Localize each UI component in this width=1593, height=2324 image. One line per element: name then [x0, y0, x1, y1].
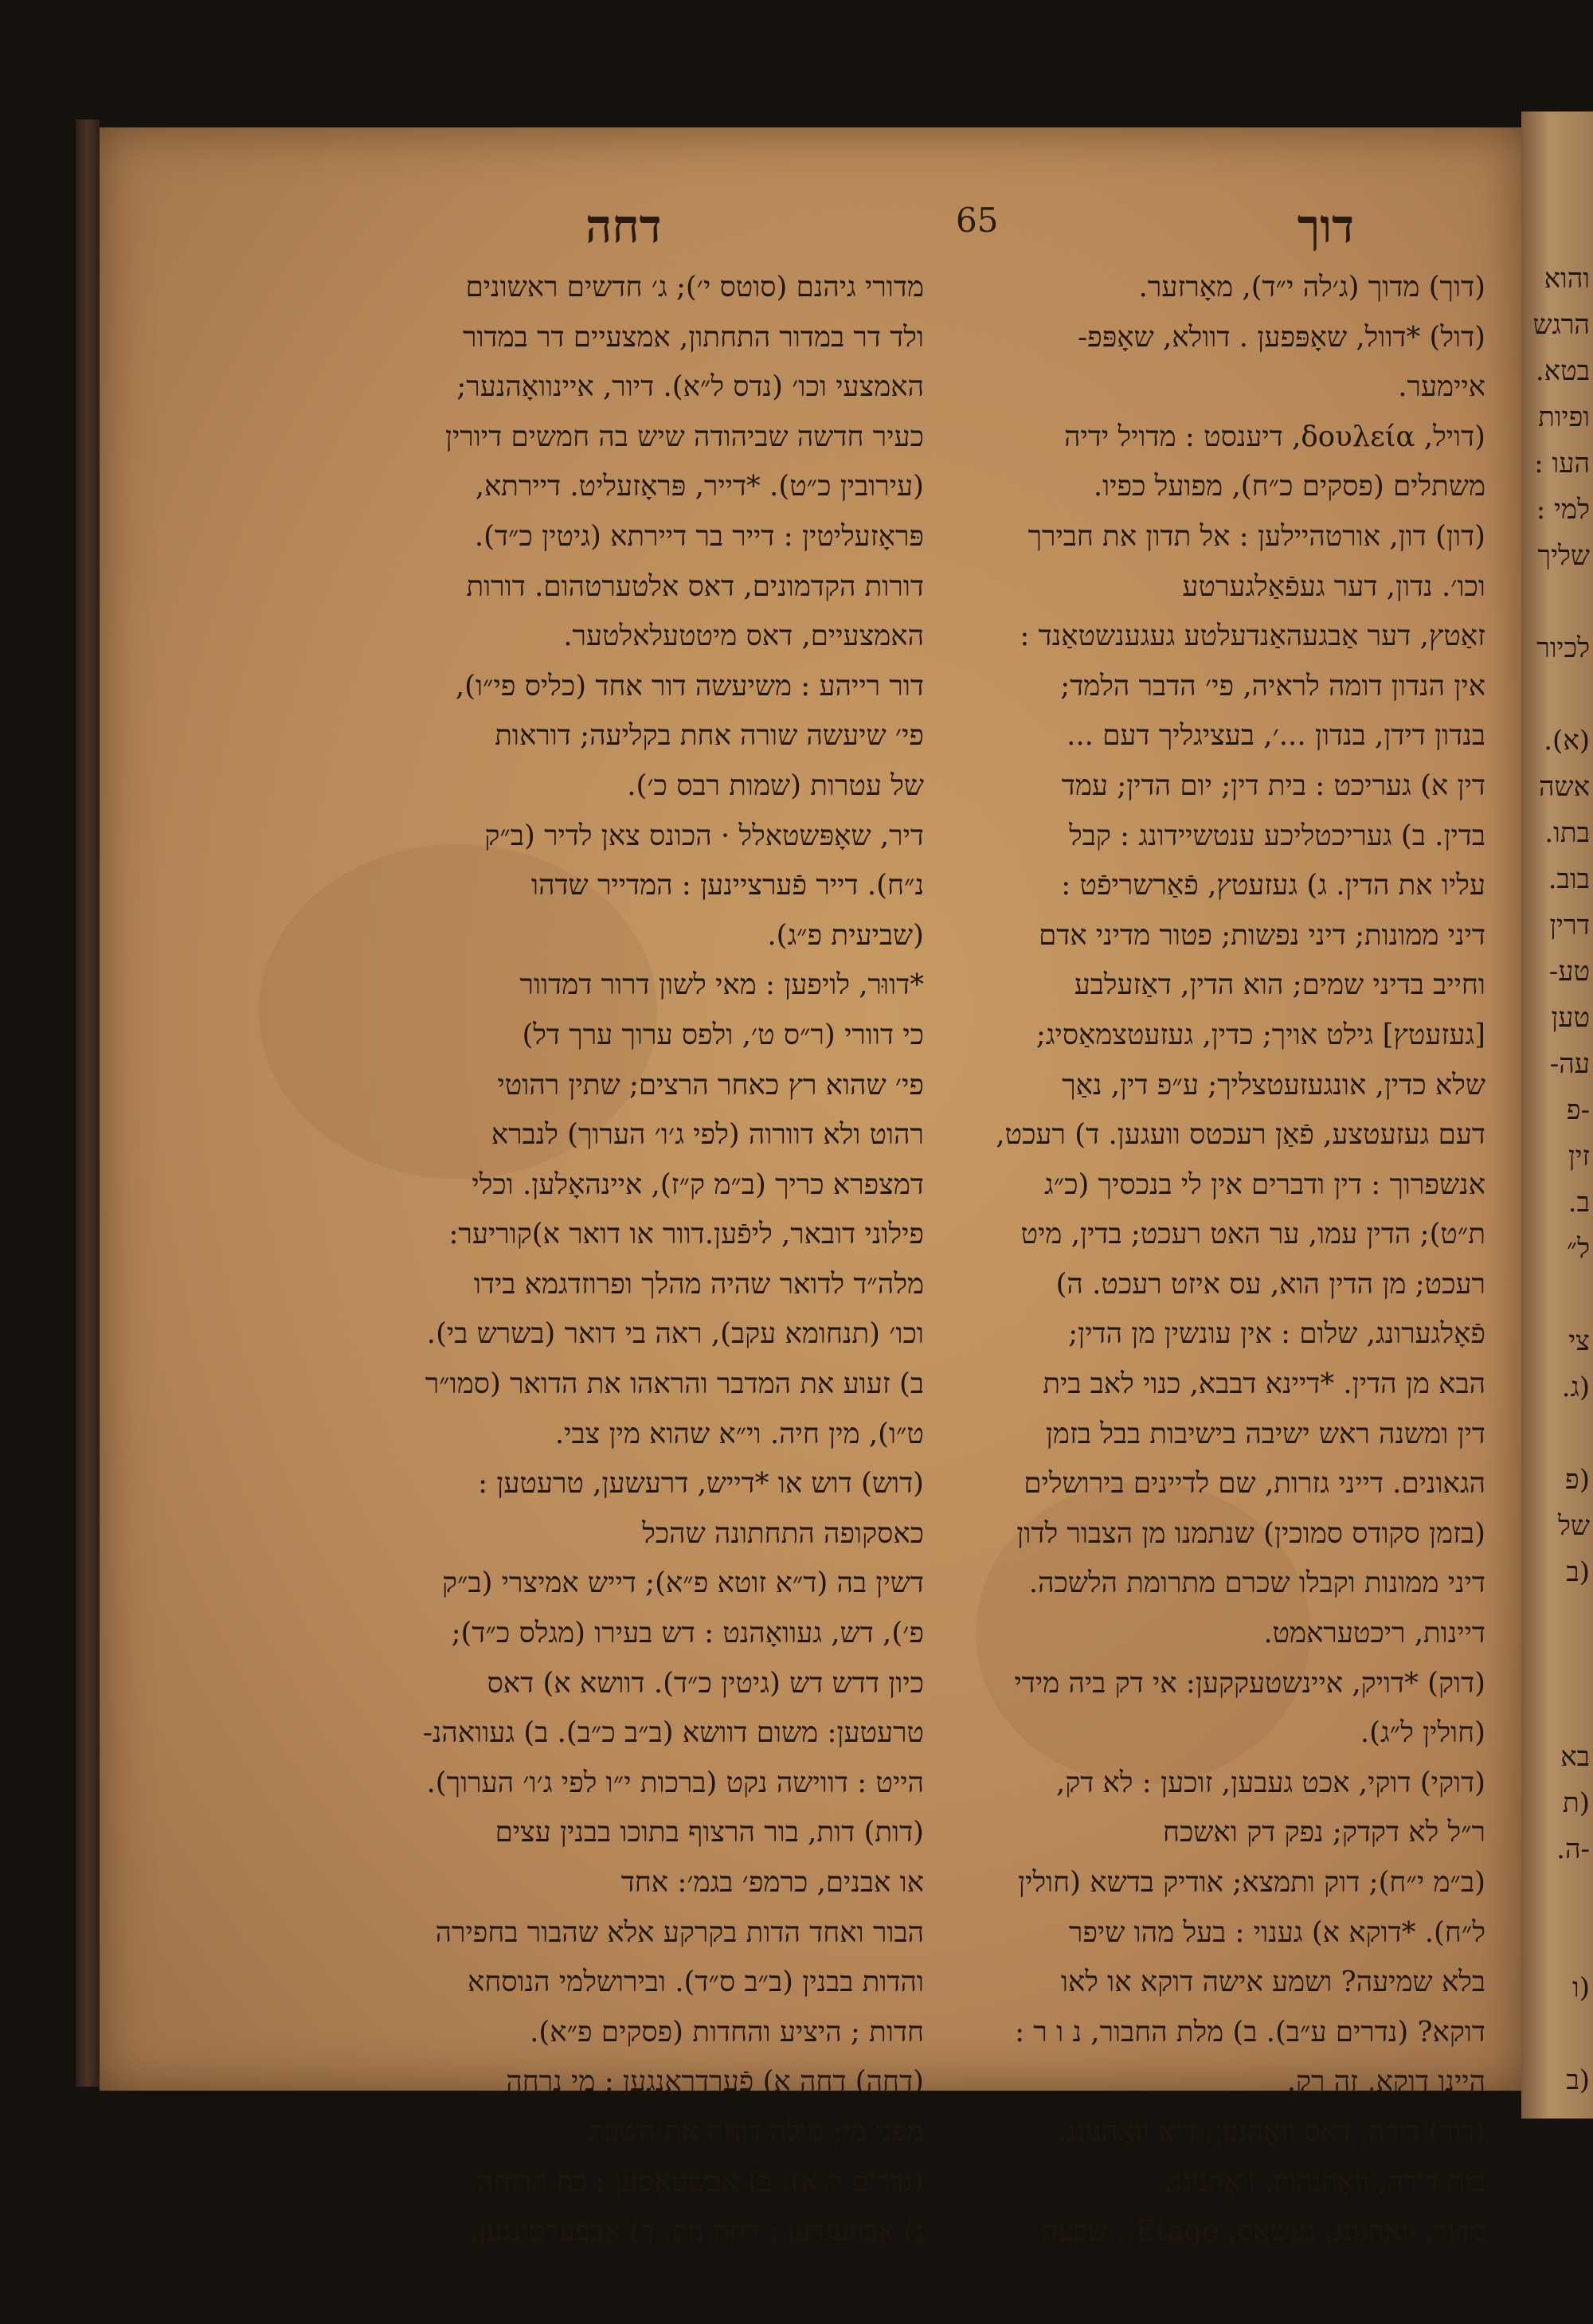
text-line: הבא מן הדין. *דיינא דבבא, כנוי לאב בית: [1043, 1367, 1485, 1401]
header-word-right: דוך: [1297, 199, 1354, 253]
text-line: דיר, שאָפּשטאלל · הכונס צאן לדיר (ב״ק: [484, 819, 924, 852]
text-line: הייט : דווישה נקט (ברכות י״ו לפי ג׳ו׳ הערוך).: [426, 1766, 924, 1799]
margin-fragment: דרין: [1549, 910, 1590, 941]
text-line: (דול) *דוול, שאָפּפען . דוולא, שאָפּפ-: [1078, 320, 1485, 354]
margin-fragment: שליך: [1537, 540, 1590, 572]
text-line: הבור ואחד הדות בקרקע אלא שהבור בחפירה: [435, 1915, 924, 1949]
text-line: (דון) דון, אורטהיילען : אל תדון את חבירך: [1027, 519, 1485, 553]
text-line: הגאונים. דייני גזרות, שם לדיינים בירושלים: [1024, 1467, 1485, 1500]
text-line: דיני ממונות; דיני נפשות; פטור מדיני אדם: [1039, 918, 1485, 952]
right-column: [960, 263, 1485, 2257]
text-line: פֿאָלגערונג, שלום : אין עונשין מן הדין;: [1068, 1317, 1485, 1351]
text-line: (דות) דות, בור הרצוף בתוכו בבנין עצים: [495, 1816, 924, 1849]
text-line: ולד דר במדור התחתון, אמצעיים דר במדור: [463, 320, 924, 354]
text-line: בית דירה, וואָהנהויז, וואָהנונג.: [1164, 2165, 1485, 2198]
margin-fragment: של: [1558, 1510, 1590, 1542]
margin-fragment: בטא.: [1535, 355, 1590, 387]
margin-fragment: העו :: [1534, 448, 1590, 479]
text-line: (שביעית פ״ג).: [767, 918, 924, 952]
text-line: ר״ל לא דקדק; נפק דק ואשכח: [1162, 1816, 1485, 1849]
margin-fragment: בא: [1560, 1741, 1590, 1773]
next-page-edge: [1521, 112, 1593, 2119]
margin-fragment: (ת: [1563, 1787, 1590, 1819]
text-line: דוקא? (נדרים ע״ב). ב) מלת החבור, נ ו ר :: [1015, 2015, 1485, 2048]
margin-fragment: (ו: [1572, 1972, 1590, 2004]
text-line: (בזמן סקודס סמוכין) שנתמנו מן הצבור לדון: [1016, 1516, 1485, 1550]
margin-fragment: בוב.: [1548, 863, 1590, 895]
text-line: פילוני דובאר, ליפֿען.דוור או דואר א)קוריער:: [448, 1218, 924, 1251]
text-line: כאסקופה התחתונה שהכל: [642, 1516, 924, 1550]
text-line: [געזעטץ] גילט אויך; כדין, געזעטצמאַסיג;: [1035, 1018, 1485, 1051]
text-line: של עטרות (שמות רבס כ׳).: [627, 769, 924, 802]
margin-fragment: טען: [1551, 1002, 1590, 1034]
text-line: זאַטץ, דער אַבגעהאַנדעלטע געגענשטאַנד :: [1020, 620, 1485, 653]
text-line: כיון דדש דש (גיטין כ״ד). דוושא א) דאס: [487, 1666, 924, 1700]
text-line: ג) אבוועגדען : דחה נזק. ד) אַבּפֿערטינגען,: [470, 2215, 924, 2248]
text-line: נ״ח). דייר פֿערציינען : המדייר שדהו: [530, 869, 924, 902]
margin-fragment: ל״: [1567, 1233, 1590, 1265]
text-line: (נדרים ל״א). ב) אבשטאָסען : כח הרוחה.: [468, 2165, 924, 2198]
text-line: (דור) דירה, דאס וואָהנען; דיא וואָהנונג.: [1057, 2115, 1485, 2148]
text-line: (דוקי) דוקי, אכט געבען, זוכען : לא דק,: [1055, 1766, 1485, 1799]
text-line: היינו דוקא, זה רק.: [1286, 2065, 1485, 2099]
text-line: (דויל, δουλεία, דיענסט : מדויל ידיה: [1064, 420, 1485, 453]
text-line: בלא שמיעה? ושמע אישה דוקא או לאו: [1060, 1966, 1485, 1999]
page-65: [100, 127, 1521, 2248]
text-line: כעיר חדשה שביהודה שיש בה חמשים דיורין: [444, 420, 924, 453]
header-word-left: דחה: [585, 199, 662, 253]
margin-fragment: (א).: [1544, 725, 1590, 757]
text-line: (ב״מ י״ח); דוק ותמצא; אודיק בדשא (חולין: [1018, 1866, 1485, 1899]
text-line: משתלים (פסקים כ״ח), מפועל כפיו.: [1093, 470, 1485, 503]
margin-fragment: זין: [1568, 1140, 1590, 1172]
text-line: ב) זעוע את המדבר והראהו את הדואר (סמו״ר: [425, 1367, 924, 1401]
margin-fragment: ופיות: [1538, 401, 1590, 433]
text-line: דעם געזעטצע, פֿאַן רעכטס וועגען. ד) רעכט,: [996, 1118, 1485, 1152]
margin-fragment: (ג.: [1561, 1371, 1590, 1403]
text-line: והדות בבנין (ב״ב ס״ד). ובירושלמי הנוסחא: [468, 1966, 924, 1999]
text-line: ת״ט); הדין עמו, ער האט רעכט; בדין, מיט: [1020, 1218, 1485, 1251]
text-line: מפני מי; מילה דוחה את השבת: [588, 2115, 924, 2148]
margin-fragment: למי :: [1536, 494, 1590, 526]
text-line: איימער.: [1398, 370, 1485, 404]
text-line: דין א) געריכט : בית דין; יום הדין; עמד: [1061, 769, 1485, 802]
text-line: דין ומשנה ראש ישיבה בישיבות בבל בזמן: [1045, 1417, 1485, 1450]
text-line: אנשפרוך : דין ודברים אין לי בנכסיך (כ״ג: [1043, 1168, 1485, 1201]
text-line: או אבנים, כרמפ׳ בגמ׳: אחד: [620, 1866, 924, 1899]
text-line: ל״ח). *דוקא א) גענוי : בעל מהו שיפר: [1068, 1915, 1485, 1949]
text-line: רעכט; מן הדין הוא, עס איזט רעכט. ה): [1055, 1267, 1485, 1301]
text-line: וחייב בדיני שמים; הוא הדין, דאַזעלבע: [1074, 968, 1485, 1002]
text-line: אין הנדון דומה לראיה, פי׳ הדבר הלמד;: [1060, 669, 1485, 702]
text-line: דורות הקדמונים, דאס אלטערטהום. דורות: [466, 569, 924, 603]
text-line: דור רייהע : משיעשה דור אחד (כליס פי״ו),: [455, 669, 924, 702]
margin-fragment: עה-: [1549, 1048, 1590, 1080]
margin-fragment: לכיור: [1536, 632, 1590, 664]
text-line: רהוט ולא דוורוה (לפי ג׳ו׳ הערוך) לנברא: [491, 1118, 924, 1152]
text-line: בנדון דידן, בנדון ...׳, בעציגליך דעם ...: [1067, 719, 1485, 753]
margin-fragment: ב.: [1568, 1187, 1590, 1219]
text-line: האמצעי וכו׳ (נדס ל״א). דיור, איינוואָהנער;: [456, 370, 924, 404]
left-column: [402, 263, 924, 2257]
margin-fragment: -פ: [1566, 1094, 1590, 1126]
margin-fragment: בתו.: [1544, 817, 1590, 849]
text-line: פּראָזעליטין : דייר בר דיירתא (גיטין כ״ד).: [474, 519, 924, 553]
margin-fragment: (פ: [1564, 1464, 1590, 1496]
page-number: 65: [956, 201, 999, 240]
text-line: מלה״ד לדואר שהיה מהלך ופרוזדגמא בידו: [473, 1267, 924, 1301]
text-line: פי׳ שיעשה שורה אחת בקליעה; דוראות: [495, 719, 924, 753]
margin-fragment: אשה: [1538, 771, 1590, 803]
text-line: (דחה) דחה א) פֿערדראַנגען : מי נרחה: [506, 2065, 924, 2099]
text-line: (חולין ל״ג).: [1360, 1716, 1485, 1750]
text-line: (דוך) מדוך (ג׳לה י״ד), מאָרזער.: [1138, 271, 1485, 303]
margin-fragment: -ה.: [1556, 1833, 1590, 1865]
text-line: וכו׳. נדון, דער געפֿאַלגערטע: [1182, 569, 1485, 603]
text-line: מדור, וואָהנונג, געשאָס, Etage : שבעה: [1042, 2215, 1485, 2248]
text-line: מדורי גיהנם (סוטס י׳); ג׳ חדשים ראשונים: [465, 271, 924, 303]
text-line: פ׳), דש, געוואָהנט : דש בעירו (מגלס כ״ד);: [451, 1617, 924, 1650]
text-line: דיינות, ריכטעראמט.: [1263, 1617, 1485, 1650]
text-line: כי דוורי (ר״ס ט׳, ולפס ערוך ערך דל): [522, 1018, 924, 1051]
text-line: האמצעיים, דאס מיטטעלאלטער.: [563, 620, 924, 653]
text-line: ט״ו), מין חיה. וי״א שהוא מין צבי.: [554, 1417, 924, 1450]
text-line: *דווּר, לויפען : מאי לשון דרור דמדוור: [519, 968, 924, 1002]
margin-fragment: והוא: [1544, 263, 1590, 295]
text-line: דשין בה (ד״א זוטא פ״א); דייש אמיצרי (ב״ק: [442, 1567, 924, 1600]
text-line: (עירובין כ״ט). *דייר, פּראָזעליט. דיירתא,: [475, 470, 924, 503]
margin-fragment: צי: [1568, 1325, 1590, 1357]
text-line: (דוק) *דויק, איינשטעקקען: אי דק ביה מידי: [1014, 1666, 1485, 1700]
text-line: עליו את הדין. ג) געזעטץ, פֿאַרשריפֿט :: [1061, 869, 1485, 902]
margin-fragment: טע-: [1548, 956, 1590, 988]
text-line: שלא כדין, אונגעזעטצליך; ע״פ דין, נאַך: [1062, 1068, 1485, 1101]
text-line: חדות ; היציע והחדות (פסקים פ״א).: [530, 2015, 924, 2048]
text-line: פי׳ שהוא רץ כאחר הרצים; שתין רהוטי: [497, 1068, 924, 1101]
text-line: בדין. ב) געריכטליכע ענטשיידונג : קבל: [1069, 819, 1485, 852]
text-line: דמצפרא כריך (ב״מ ק״ז), איינהאָלען. וכלי: [472, 1168, 924, 1201]
text-line: וכו׳ (תנחומא עקב), ראה בי דואר (בשרש בי).: [426, 1317, 924, 1351]
margin-fragment: (ב: [1566, 1556, 1590, 1588]
text-line: (דוש) דוש או *דייש, דרעשען, טרעטען :: [478, 1467, 924, 1500]
text-line: דיני ממונות וקבלו שכרם מתרומת הלשכה.: [1028, 1567, 1485, 1600]
margin-fragment: (ב: [1566, 2064, 1590, 2096]
book-cover-edge: [76, 119, 100, 2087]
text-line: טרעטען: משום דוושא (ב״ב כ״ב). ב) געוואהנ-: [422, 1716, 924, 1750]
margin-fragment: הרגש: [1532, 309, 1590, 341]
